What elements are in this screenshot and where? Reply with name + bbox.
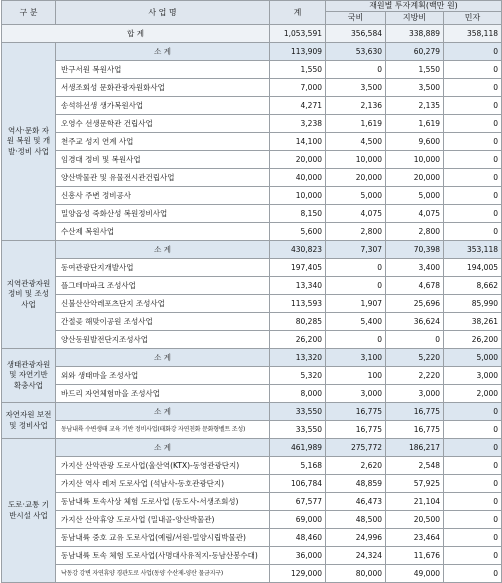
project-name: 양산박물관 및 유물전시관건립사업 xyxy=(56,169,270,187)
project-name: 간절곶 해맞이공원 조성사업 xyxy=(56,313,270,331)
subtotal-label: 소 계 xyxy=(56,43,270,61)
subtotal-national: 3,100 xyxy=(326,349,386,367)
project-private: 0 xyxy=(444,79,502,97)
grand-total-total: 1,053,591 xyxy=(270,25,326,43)
project-name: 신불산산악레포츠단지 조성사업 xyxy=(56,295,270,313)
project-total: 10,000 xyxy=(270,187,326,205)
project-name: 가지산 역사 레저 도로사업 (석남사-동호관광단지) xyxy=(56,475,270,493)
project-total: 113,593 xyxy=(270,295,326,313)
category-cell: 자연자원 보전 및 정비사업 xyxy=(2,403,56,439)
project-national: 20,000 xyxy=(326,169,386,187)
project-national: 16,775 xyxy=(326,421,386,439)
project-name: 외와 생태마을 조성사업 xyxy=(56,367,270,385)
project-local: 5,000 xyxy=(386,187,444,205)
project-private: 0 xyxy=(444,511,502,529)
subtotal-local: 5,220 xyxy=(386,349,444,367)
project-name: 반구서원 복원사업 xyxy=(56,61,270,79)
project-national: 3,500 xyxy=(326,79,386,97)
project-private: 0 xyxy=(444,205,502,223)
project-national: 2,800 xyxy=(326,223,386,241)
project-national: 2,620 xyxy=(326,457,386,475)
project-national: 1,907 xyxy=(326,295,386,313)
table-row xyxy=(2,187,502,205)
project-local: 20,500 xyxy=(386,511,444,529)
project-name: 동남내륙 토속사상 체험 도로사업 (동도사-서생조회성) xyxy=(56,493,270,511)
subtotal-private: 0 xyxy=(444,43,502,61)
table-row xyxy=(2,133,502,151)
project-total: 13,340 xyxy=(270,277,326,295)
grand-total-national: 356,584 xyxy=(326,25,386,43)
project-total: 7,000 xyxy=(270,79,326,97)
project-national: 0 xyxy=(326,277,386,295)
project-total: 4,271 xyxy=(270,97,326,115)
project-name: 서생조회성 문화관광자원화사업 xyxy=(56,79,270,97)
project-local: 25,696 xyxy=(386,295,444,313)
project-local: 16,775 xyxy=(386,421,444,439)
project-total: 67,577 xyxy=(270,493,326,511)
project-national: 80,000 xyxy=(326,565,386,583)
project-total: 48,460 xyxy=(270,529,326,547)
table-row xyxy=(2,421,502,439)
project-local: 4,678 xyxy=(386,277,444,295)
table-body xyxy=(2,25,502,583)
project-private: 0 xyxy=(444,565,502,583)
project-private: 0 xyxy=(444,115,502,133)
category-cell: 도로·교통 기반시설 사업 xyxy=(2,439,56,583)
project-local: 36,624 xyxy=(386,313,444,331)
project-national: 0 xyxy=(326,331,386,349)
project-private: 0 xyxy=(444,187,502,205)
grand-total-row xyxy=(2,25,502,43)
table-row xyxy=(2,61,502,79)
project-private: 0 xyxy=(444,133,502,151)
project-local: 3,000 xyxy=(386,385,444,403)
project-name: 양산동원발전단지조성사업 xyxy=(56,331,270,349)
project-local: 0 xyxy=(386,331,444,349)
grand-total-private: 358,118 xyxy=(444,25,502,43)
project-total: 8,150 xyxy=(270,205,326,223)
project-local: 20,000 xyxy=(386,169,444,187)
project-total: 129,000 xyxy=(270,565,326,583)
project-national: 100 xyxy=(326,367,386,385)
project-national: 48,859 xyxy=(326,475,386,493)
project-private: 85,990 xyxy=(444,295,502,313)
project-local: 21,104 xyxy=(386,493,444,511)
subtotal-total: 461,989 xyxy=(270,439,326,457)
category-cell: 지역관광자원 정비 및 조성사업 xyxy=(2,241,56,349)
project-local: 1,619 xyxy=(386,115,444,133)
subtotal-total: 113,909 xyxy=(270,43,326,61)
project-private: 0 xyxy=(444,493,502,511)
table-row xyxy=(2,205,502,223)
project-national: 24,996 xyxy=(326,529,386,547)
project-local: 23,464 xyxy=(386,529,444,547)
project-private: 0 xyxy=(444,223,502,241)
project-local: 10,000 xyxy=(386,151,444,169)
header-funding: 재원별 투자계획(백만 원) xyxy=(326,1,502,12)
project-local: 2,220 xyxy=(386,367,444,385)
project-national: 1,619 xyxy=(326,115,386,133)
project-private: 0 xyxy=(444,169,502,187)
subtotal-row xyxy=(2,349,502,367)
project-national: 2,136 xyxy=(326,97,386,115)
project-name: 낙동강 강변 자연휴양 경관도로 사업(동양 수산제-양산 물금지구) xyxy=(56,565,270,583)
table-row xyxy=(2,457,502,475)
header-project: 사 업 명 xyxy=(56,1,270,25)
project-total: 69,000 xyxy=(270,511,326,529)
project-total: 197,405 xyxy=(270,259,326,277)
subtotal-label: 소 계 xyxy=(56,349,270,367)
subtotal-national: 16,775 xyxy=(326,403,386,421)
project-total: 5,168 xyxy=(270,457,326,475)
subtotal-national: 7,307 xyxy=(326,241,386,259)
project-national: 0 xyxy=(326,259,386,277)
header-total: 계 xyxy=(270,1,326,25)
table-row xyxy=(2,97,502,115)
table-row xyxy=(2,259,502,277)
project-total: 40,000 xyxy=(270,169,326,187)
project-local: 3,400 xyxy=(386,259,444,277)
project-total: 8,000 xyxy=(270,385,326,403)
project-national: 4,075 xyxy=(326,205,386,223)
project-total: 106,784 xyxy=(270,475,326,493)
subtotal-label: 소 계 xyxy=(56,241,270,259)
project-name: 임경대 정비 및 복원사업 xyxy=(56,151,270,169)
project-national: 5,000 xyxy=(326,187,386,205)
project-private: 0 xyxy=(444,151,502,169)
header-category: 구 분 xyxy=(2,1,56,25)
project-private: 0 xyxy=(444,547,502,565)
project-national: 24,324 xyxy=(326,547,386,565)
project-total: 80,285 xyxy=(270,313,326,331)
project-name: 동남내륙 토속 체험 도로사업(사명대사유적지-동남산봉수대) xyxy=(56,547,270,565)
project-private: 0 xyxy=(444,457,502,475)
project-national: 48,500 xyxy=(326,511,386,529)
subtotal-row xyxy=(2,241,502,259)
project-private: 194,005 xyxy=(444,259,502,277)
project-private: 8,662 xyxy=(444,277,502,295)
table-row xyxy=(2,475,502,493)
header-private: 민자 xyxy=(444,12,502,25)
project-private: 0 xyxy=(444,61,502,79)
project-private: 2,000 xyxy=(444,385,502,403)
subtotal-total: 13,320 xyxy=(270,349,326,367)
investment-table xyxy=(1,0,502,583)
category-cell: 역사·문화 자원 복원 및 개발·정비 사업 xyxy=(2,43,56,241)
project-name: 바드리 자연체험마을 조성사업 xyxy=(56,385,270,403)
project-total: 36,000 xyxy=(270,547,326,565)
table-row xyxy=(2,547,502,565)
subtotal-private: 0 xyxy=(444,439,502,457)
project-name: 동남내륙 수변생태 교육 기반 정비사업(태화강 자연친화 문화형벨트 조성) xyxy=(56,421,270,439)
subtotal-row xyxy=(2,439,502,457)
subtotal-label: 소 계 xyxy=(56,403,270,421)
project-total: 5,320 xyxy=(270,367,326,385)
table-row xyxy=(2,79,502,97)
table-row xyxy=(2,529,502,547)
category-cell: 생태관광자원 및 자연기반 확충사업 xyxy=(2,349,56,403)
project-local: 2,548 xyxy=(386,457,444,475)
project-total: 5,600 xyxy=(270,223,326,241)
subtotal-private: 353,118 xyxy=(444,241,502,259)
project-private: 38,261 xyxy=(444,313,502,331)
project-private: 3,000 xyxy=(444,367,502,385)
project-name: 수산제 복원사업 xyxy=(56,223,270,241)
subtotal-label: 소 계 xyxy=(56,439,270,457)
table-row xyxy=(2,367,502,385)
project-name: 플그테마파크 조성사업 xyxy=(56,277,270,295)
project-total: 26,200 xyxy=(270,331,326,349)
project-name: 송석하선생 생가복원사업 xyxy=(56,97,270,115)
subtotal-local: 186,217 xyxy=(386,439,444,457)
table-row xyxy=(2,493,502,511)
table-row xyxy=(2,295,502,313)
grand-total-local: 338,889 xyxy=(386,25,444,43)
project-name: 동남내륙 중호 교유 도로사업(예림/서원-밀양시립박물관) xyxy=(56,529,270,547)
project-private: 0 xyxy=(444,97,502,115)
subtotal-local: 60,279 xyxy=(386,43,444,61)
header-local: 지방비 xyxy=(386,12,444,25)
project-local: 2,800 xyxy=(386,223,444,241)
table-row xyxy=(2,223,502,241)
project-name: 가지산 산악휴양 도로사업 (밀내골-양산박물관) xyxy=(56,511,270,529)
project-total: 14,100 xyxy=(270,133,326,151)
project-national: 0 xyxy=(326,61,386,79)
subtotal-total: 430,823 xyxy=(270,241,326,259)
subtotal-private: 0 xyxy=(444,403,502,421)
subtotal-total: 33,550 xyxy=(270,403,326,421)
project-local: 9,600 xyxy=(386,133,444,151)
project-total: 33,550 xyxy=(270,421,326,439)
subtotal-local: 70,398 xyxy=(386,241,444,259)
project-local: 49,000 xyxy=(386,565,444,583)
table-row xyxy=(2,115,502,133)
grand-total-label: 합 계 xyxy=(2,25,270,43)
project-local: 4,075 xyxy=(386,205,444,223)
table-row xyxy=(2,331,502,349)
project-total: 20,000 xyxy=(270,151,326,169)
project-national: 10,000 xyxy=(326,151,386,169)
table-row xyxy=(2,565,502,583)
table-row xyxy=(2,313,502,331)
subtotal-national: 53,630 xyxy=(326,43,386,61)
project-local: 2,135 xyxy=(386,97,444,115)
project-local: 57,925 xyxy=(386,475,444,493)
project-local: 3,500 xyxy=(386,79,444,97)
table-row xyxy=(2,385,502,403)
project-private: 0 xyxy=(444,475,502,493)
subtotal-local: 16,775 xyxy=(386,403,444,421)
project-name: 밀양읍성 죽화산성 복원정비사업 xyxy=(56,205,270,223)
project-local: 11,676 xyxy=(386,547,444,565)
project-name: 가지산 산악관광 도로사업(울산역(KTX)-동영관광단지) xyxy=(56,457,270,475)
project-total: 1,550 xyxy=(270,61,326,79)
project-national: 3,000 xyxy=(326,385,386,403)
header-national: 국비 xyxy=(326,12,386,25)
subtotal-national: 275,772 xyxy=(326,439,386,457)
project-local: 1,550 xyxy=(386,61,444,79)
project-national: 5,400 xyxy=(326,313,386,331)
project-private: 0 xyxy=(444,421,502,439)
project-name: 천주교 성지 연계 사업 xyxy=(56,133,270,151)
subtotal-private: 5,000 xyxy=(444,349,502,367)
project-private: 0 xyxy=(444,529,502,547)
subtotal-row xyxy=(2,43,502,61)
project-private: 26,200 xyxy=(444,331,502,349)
project-national: 46,473 xyxy=(326,493,386,511)
table-row xyxy=(2,511,502,529)
project-name: 신흥사 주변 정비공사 xyxy=(56,187,270,205)
project-total: 3,238 xyxy=(270,115,326,133)
project-national: 4,500 xyxy=(326,133,386,151)
table-row xyxy=(2,277,502,295)
project-name: 오영수 선생문학관 건립사업 xyxy=(56,115,270,133)
table-row xyxy=(2,151,502,169)
subtotal-row xyxy=(2,403,502,421)
table-row xyxy=(2,169,502,187)
project-name: 동여관광단지개발사업 xyxy=(56,259,270,277)
